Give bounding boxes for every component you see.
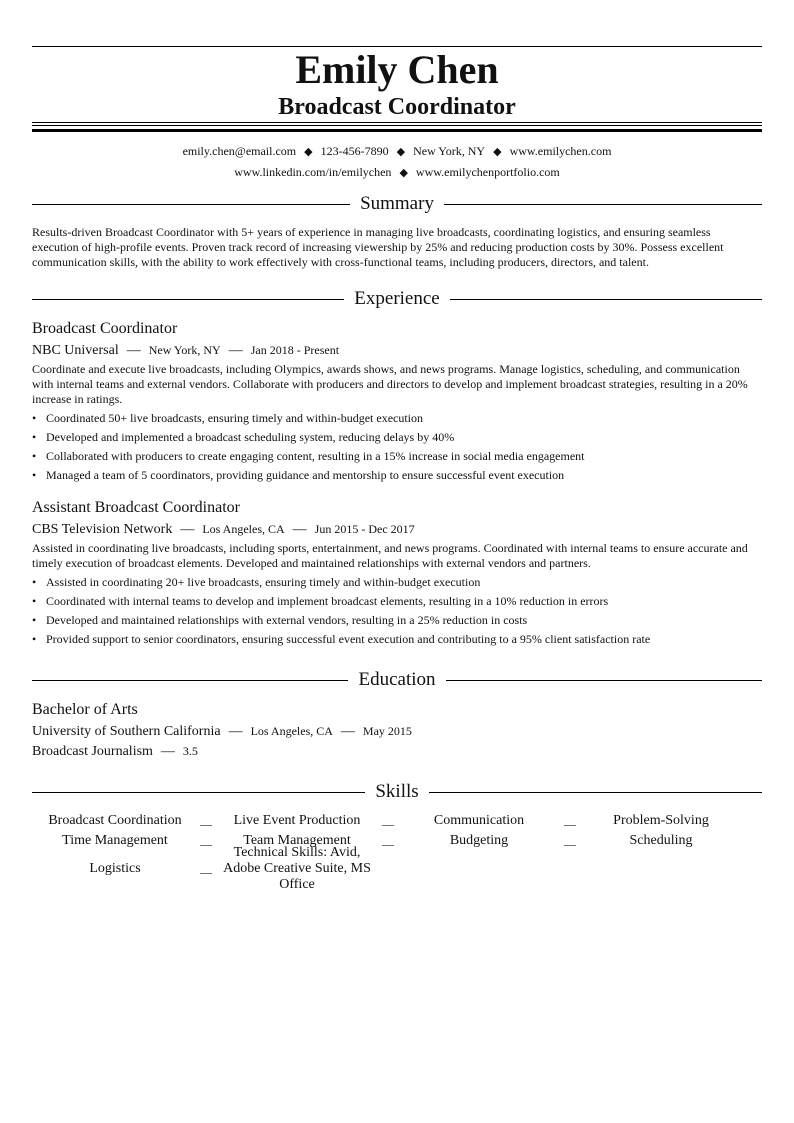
skill-item: Team Management [243, 833, 351, 848]
school-name: University of Southern California [32, 724, 221, 739]
bullet-icon: • [32, 411, 37, 425]
divider [32, 680, 348, 681]
dash-separator: — [382, 816, 394, 831]
divider [450, 299, 762, 300]
skill-item: Technical Skills: Avid, Adobe Creative Suite, MS Office [223, 845, 371, 892]
dash-separator: — [292, 522, 307, 537]
skills-row [32, 831, 762, 851]
header-rule [32, 125, 762, 126]
skill-item: Problem-Solving [613, 813, 709, 828]
bullet-icon: • [32, 468, 37, 482]
skills-row [32, 811, 762, 831]
skill-item: Broadcast Coordination [48, 813, 182, 828]
skill-item: Logistics [89, 861, 141, 876]
job-company: NBC Universal [32, 343, 119, 358]
skill-item: Time Management [62, 833, 168, 848]
dash-separator: — [126, 343, 141, 358]
contact-line-2 [32, 164, 762, 181]
skill-item: Communication [433, 813, 525, 828]
contact-website[interactable]: www.emilychen.com [509, 144, 612, 158]
school-location: Los Angeles, CA [250, 724, 333, 738]
diamond-icon: ◆ [493, 146, 502, 158]
dash-separator: — [564, 816, 576, 831]
header-rule-thick [32, 129, 762, 132]
section-title: Experience [354, 288, 440, 309]
bullet-text: Coordinated with internal teams to develop and implement broadcast elements, resulting in a 10% reduction in errors [46, 594, 609, 608]
education-major-line [32, 742, 198, 761]
experience-heading [32, 288, 762, 310]
header-rule [32, 122, 762, 123]
bullet-icon: • [32, 594, 37, 608]
divider [32, 299, 344, 300]
skills-row [32, 845, 762, 892]
degree: Bachelor of Arts [32, 701, 138, 718]
dash-separator: — [564, 836, 576, 851]
bullet-text: Collaborated with producers to create engaging content, resulting in a 15% increase in social media engagement [46, 449, 585, 463]
divider [32, 204, 350, 205]
dash-separator: — [180, 522, 195, 537]
bullet-text: Managed a team of 5 coordinators, providing guidance and mentorship to ensure successful event execution [46, 468, 565, 482]
dash-separator: — [200, 816, 212, 831]
list-item [32, 430, 762, 449]
dash-separator: — [200, 864, 212, 879]
job-meta [32, 520, 415, 539]
section-title: Skills [375, 781, 419, 802]
dash-separator: — [200, 836, 212, 851]
divider [429, 792, 762, 793]
candidate-name: Emily Chen [295, 47, 499, 92]
job-title: Broadcast Coordinator [32, 320, 178, 337]
bullet-text: Provided support to senior coordinators, ensuring successful event execution and contributing to a 95% client satisfaction rate [46, 632, 651, 646]
skills-heading [32, 781, 762, 803]
major: Broadcast Journalism [32, 744, 153, 759]
summary-text: Results-driven Broadcast Coordinator with 5+ years of experience in managing live broadcasts, coordinating logistics, and ensuring seamless execution of high-profile events. Proven track record of increasing viewership by 25% and reducing production costs by 30%. Possess excellent communication skills, with the ability to work effectively with cross-functional teams, including producers, directors, and talent. [32, 225, 724, 269]
bullet-text: Coordinated 50+ live broadcasts, ensuring timely and within-budget execution [46, 411, 424, 425]
bullet-text: Assisted in coordinating 20+ live broadcasts, ensuring timely and within-budget execution [46, 575, 481, 589]
list-item [32, 449, 762, 468]
bullet-text: Developed and maintained relationships with external vendors, resulting in a 25% reduction in costs [46, 613, 528, 627]
list-item [32, 594, 762, 613]
contact-email[interactable]: emily.chen@email.com [182, 144, 297, 158]
list-item [32, 575, 762, 594]
job-location: Los Angeles, CA [202, 522, 285, 536]
section-title: Education [358, 669, 436, 690]
diamond-icon: ◆ [396, 146, 406, 158]
job-dates: Jan 2018 - Present [250, 343, 340, 357]
job-location: New York, NY [148, 343, 221, 357]
divider [32, 792, 365, 793]
job-description: Assisted in coordinating live broadcasts, including sports, entertainment, and news programs. Coordinated with internal teams to ensure accurate and timely execution of broadcast elements. Developed and maintained relationships with external vendors and partners. [32, 541, 748, 570]
diamond-icon: ◆ [304, 146, 313, 158]
bullet-icon: • [32, 632, 37, 646]
job-bullets [32, 411, 762, 487]
contact-linkedin[interactable]: www.linkedin.com/in/emilychen [234, 165, 392, 179]
bullet-icon: • [32, 613, 37, 627]
contact-phone[interactable]: 123-456-7890 [320, 144, 389, 158]
dash-separator: — [228, 724, 243, 739]
job-bullets [32, 575, 762, 651]
list-item [32, 632, 762, 651]
job-title: Assistant Broadcast Coordinator [32, 499, 240, 516]
dash-separator: — [340, 724, 355, 739]
contact-line-1 [32, 143, 762, 160]
diamond-icon: ◆ [399, 167, 408, 179]
skills-grid [32, 811, 762, 892]
dash-separator: — [382, 836, 394, 851]
dash-separator: — [160, 744, 175, 759]
list-item [32, 613, 762, 632]
bullet-icon: • [32, 449, 37, 463]
divider [444, 204, 762, 205]
contact-location: New York, NY [413, 144, 486, 158]
gpa: 3.5 [182, 744, 198, 758]
contact-portfolio[interactable]: www.emilychenportfolio.com [415, 165, 560, 179]
list-item [32, 411, 762, 430]
education-heading [32, 669, 762, 691]
section-title: Summary [360, 193, 434, 214]
summary-heading [32, 193, 762, 215]
education-meta [32, 722, 412, 741]
divider [446, 680, 762, 681]
list-item [32, 468, 762, 487]
job-meta [32, 341, 339, 360]
bullet-icon: • [32, 430, 37, 444]
bullet-icon: • [32, 575, 37, 589]
skill-item: Budgeting [449, 833, 509, 848]
job-company: CBS Television Network [32, 522, 173, 537]
graduation-date: May 2015 [362, 724, 412, 738]
bullet-text: Developed and implemented a broadcast scheduling system, reducing delays by 40% [46, 430, 455, 444]
candidate-title: Broadcast Coordinator [278, 94, 516, 120]
job-dates: Jun 2015 - Dec 2017 [314, 522, 415, 536]
job-description: Coordinate and execute live broadcasts, including Olympics, awards shows, and news programs. Manage logistics, scheduling, and communication with internal teams and external vendors. Collaborate with producers and directors to develop and implement broadcast strategies, resulting in a 20% increase in ratings. [32, 362, 748, 406]
dash-separator: — [228, 343, 243, 358]
skill-item: Live Event Production [233, 813, 361, 828]
skill-item: Scheduling [629, 833, 693, 848]
